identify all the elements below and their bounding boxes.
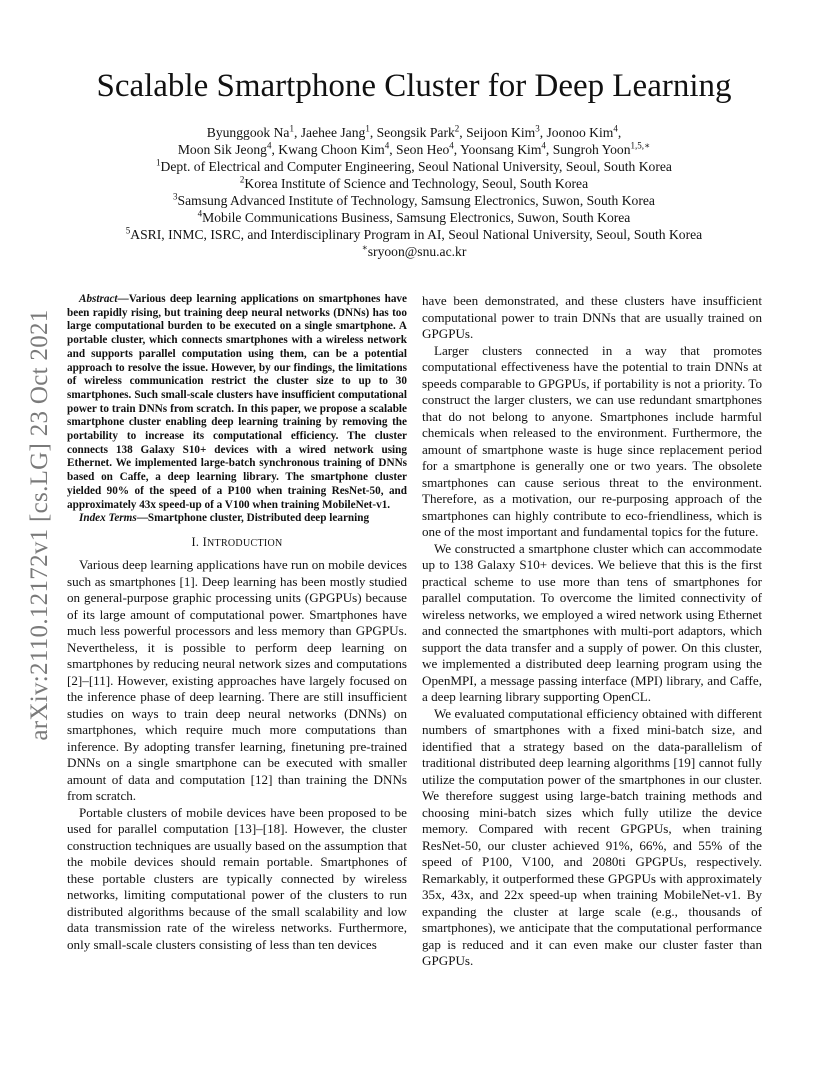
author-name: Seongsik Park [376,125,455,140]
paper-title: Scalable Smartphone Cluster for Deep Learning [96,68,732,104]
affiliation-line [70,175,758,192]
corresponding-email: sryoon@snu.ac.kr [367,244,467,259]
author-name: Byunggook Na [206,125,290,140]
author-name: Moon Sik Jeong [177,142,267,157]
right-column [422,293,762,970]
author-affiliation-mark: 4 [541,140,546,151]
author-affiliation-mark: 1 [289,123,294,134]
affiliation-text: Samsung Advanced Institute of Technology, Samsung Electronics, Suwon, South Korea [177,193,655,208]
affiliation-mark: 3 [173,191,178,202]
abstract-text: —Various deep learning applications on smartphones have been rapidly rising, but training deep neural networks (DNNs) has too large computational burden to be executed on a single smartphone. A portable cluster, which connects smartphones with a wireless network and supports parallel computation using them, can be a potential approach to resolve the issue. However, by our findings, the limitations of wireless communication restrict the cluster size to up to 30 smartphones. Such small-scale clusters have insufficient computational power to train DNNs from scratch. In this paper, we propose a scalable smartphone cluster enabling deep learning training by removing the portability to increase its computational efficiency. The cluster connects 138 Galaxy S10+ devices with a wired network using Ethernet. We implemented large-batch synchronous training of DNNs based on Caffe, a deep learning library. The smartphone cluster yielded 90% of the speed of a P100 when training ResNet-50, and approximately 43x speed-up of a V100 when training MobileNet-v1. [67,293,407,511]
section-title-initial: I [202,534,208,549]
author-name: Seijoon Kim [466,125,536,140]
author-affiliation-mark: 4 [384,140,390,151]
section-number: I. [191,534,200,549]
author-line-1: Byunggook Na$^1$, Jaehee Jang$^1$, Seongsik Park$^2$, Seijoon Kim$^3$, Joonoo Kim$^4$, [206,123,622,140]
index-terms [67,512,407,526]
affiliation-line [70,226,758,243]
affiliation-line [70,209,758,226]
index-terms-label: Index Terms [79,512,137,525]
paragraph: have been demonstrated, and these clusters have insufficient computational power to train DNNs that are usually trained on GPGPUs. [422,293,762,341]
affiliation-mark: 1 [156,157,161,168]
affiliation-line [70,192,758,209]
affiliation-text: Dept. of Electrical and Computer Engineering, Seoul National University, Seoul, South Korea [160,159,672,174]
paragraph: We constructed a smartphone cluster which can accommodate up to 138 Galaxy S10+ devices. We believe that this is the first practical scheme to use more than tens of smartphones for parallel computation. To overcome the limited connectivity of wireless networks, we employed a wired network using Ethernet and connected the smartphones with multi-port adaptors, which support the data transfer and a supply of power. On this cluster, we implemented a distributed deep learning program using the OpenMPI, a message passing interface (MPI) library, and Caffe, a deep learning library supporting OpenCL. [422,540,762,704]
author-affiliation-mark: 3 [535,123,540,134]
paragraph: Larger clusters connected in a way that promotes computational effectiveness have the potential to train DNNs at speeds comparable to GPGPUs, if portability is not a priority. To construct the larger clusters, we can use redundant smartphones that do not belong to anyone. Smartphones include harmful chemicals when released to the environment. Furthermore, the amount of smartphone waste is huge since replacement period for a smartphone is generally one or two years. The obsolete smartphones can cause serious threat to the environment. Therefore, as a motivation, our re-purposing approach of the smartphones can highly contribute to eco-friendliness, which is one of the most important and fundamental topics for the future. [422,342,762,539]
arxiv-identifier: arXiv:2110.12172v1 [cs.LG] 23 Oct 2021 [26,309,53,741]
affiliation-line [70,158,758,175]
section-title-rest: NTRODUCTION [207,537,283,549]
paragraph: Various deep learning applications have run on mobile devices such as smartphones [1]. Deep learning has been mostly studied on general-purpose graphic processing units (GPGPUs) because of its large amount of computational power. Smartphones have much less powerful processors and less memory than GPGPUs. Nevertheless, it is possible to perform deep learning on smartphones by reducing neural network sizes and computations [2]–[11]. However, existing approaches have largely focused on the inference phase of deep learning. There are still insufficient studies on ways to train deep neural networks (DNNs) on smartphones, which require much more computations than inference. By adopting transfer learning, finetuning pre-trained DNNs on a single smartphone can be executed with smaller amount of data and computation [12] than training the DNNs from scratch. [67,557,407,804]
affiliation-text: ASRI, INMC, ISRC, and Interdisciplinary Program in AI, Seoul National University, Seoul, South Korea [130,227,703,242]
index-terms-text: —Smartphone cluster, Distributed deep learning [136,512,370,525]
abstract [67,293,407,512]
author-name: Yoonsang Kim [460,142,542,157]
author-name: Joonoo Kim [546,125,614,140]
email-line [70,243,758,260]
left-column [67,293,407,953]
affiliation-text: Mobile Communications Business, Samsung Electronics, Suwon, South Korea [202,210,631,225]
author-affiliation-mark: 2 [454,123,460,134]
author-line-2: Moon Sik Jeong$^4$, Kwang Choon Kim$^4$, Seon Heo$^4$, Yoonsang Kim$^4$, Sungroh Yoon$^{1,5,∗}$ [177,140,651,157]
author-affiliation-mark: 4 [266,140,272,151]
author-name: Kwang Choon Kim [278,142,385,157]
author-affiliation-mark: 4 [449,140,454,151]
author-block [70,124,758,260]
paragraph: We evaluated computational efficiency obtained with different numbers of smartphones with a fixed mini-batch size, and identified that a strategy based on the data-parallelism of traditional distributed deep learning algorithms [19] cannot fully utilize the computation power of the smartphones in our cluster. We therefore suggest using large-batch training methods and choosing mini-batch sizes which fully utilize the device memory. Compared with recent GPGPUs, when training ResNet-50, our cluster achieved 91%, 66%, and 55% of the speed of P100, V100, and 2080ti GPGPUs, respectively. Remarkably, it outperformed these GPGPUs with approximately 35x, 43x, and 22x speed-up when training MobileNet-v1. By expanding the cluster at large scale (e.g., thousands of smartphones), we anticipate that the computational performance gap is reduced and it can even make our cluster faster than GPGPUs. [422,705,762,968]
affiliation-mark: 2 [239,174,245,185]
affiliation-text: Korea Institute of Science and Technology, Seoul, South Korea [244,176,589,191]
author-affiliation-mark: 1,5,∗ [630,140,651,151]
author-name: Sungroh Yoon [552,142,631,157]
paragraph: Portable clusters of mobile devices have been proposed to be used for parallel computation [13]–[18]. However, the cluster construction techniques are usually based on the assumption that the mobile devices should remain portable. Smartphones of these portable clusters are typically connected by wireless networks, limiting computational power of the clusters to run distributed algorithms because of the small scalability and low data transmission rate of the wireless networks. Furthermore, only small-scale clusters consisting of less than ten devices [67,804,407,952]
author-name: Jaehee Jang [300,125,366,140]
abstract-label: Abstract [79,293,118,305]
author-affiliation-mark: 4 [613,123,618,134]
affiliation-mark: 4 [197,208,203,219]
author-affiliation-mark: 1 [365,123,370,134]
author-name: Seon Heo [396,142,450,157]
arxiv-side-stamp [20,290,60,760]
section-heading-introduction [67,534,407,553]
email-mark: ∗ [361,242,368,253]
affiliation-mark: 5 [125,225,131,236]
